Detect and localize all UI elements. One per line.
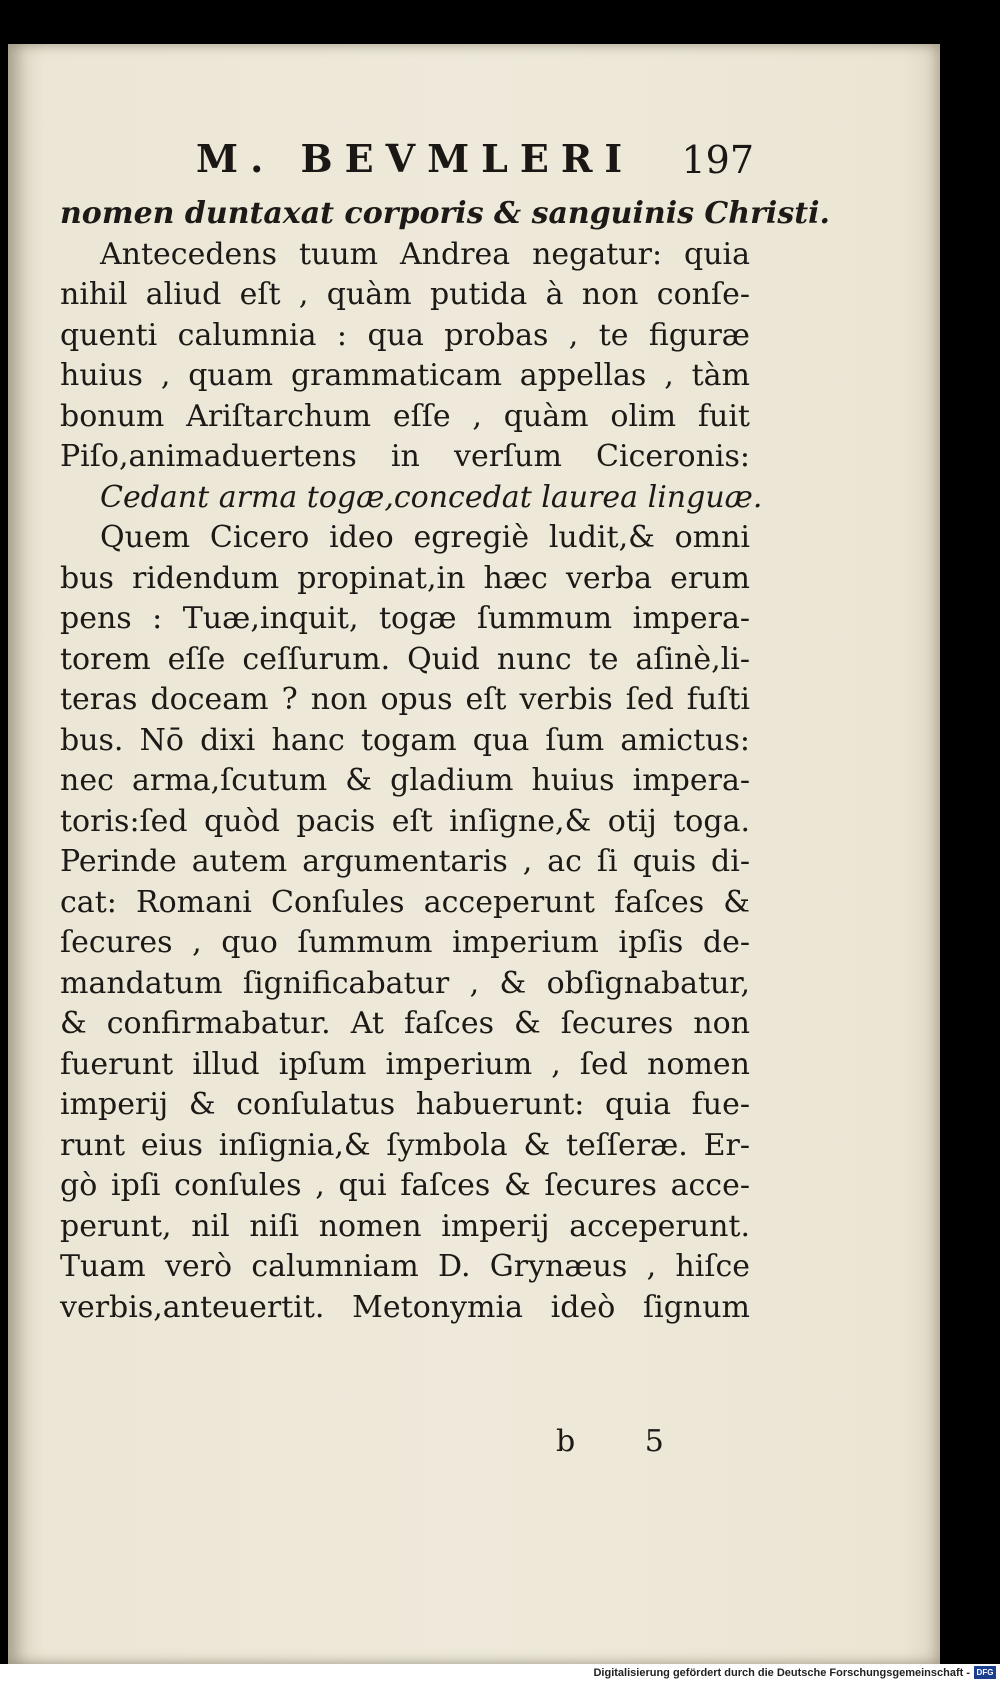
text-line: mandatum ſignificabatur , & obſignabatur, — [60, 965, 750, 1001]
text-line: huius , quam grammaticam appellas , tàm — [60, 358, 750, 393]
dfg-logo-icon: DFG — [974, 1666, 996, 1679]
text-line: Quem Cicero ideo egregiè ludit,& omni — [100, 520, 750, 555]
text-line: Antecedens tuum Andrea negatur: quia — [100, 236, 750, 272]
text-line: nihil aliud eſt , quàm putida à non conſe- — [60, 277, 750, 312]
body-text — [60, 194, 830, 1328]
text-line: bonum Ariſtarchum eſſe , quàm olim fuit — [60, 398, 750, 434]
text-line: fuerunt illud ipſum imperium , ſed nomen — [60, 1046, 750, 1082]
text-line: cat: Romani Conſules acceperunt faſces & — [60, 884, 750, 920]
text-line: ſecures , quo ſummum imperium ipſis de- — [60, 925, 750, 960]
text-line: bus ridendum propinat,in hæc verba erum — [60, 560, 750, 596]
text-line: runt eius inſignia,& ſymbola & teſſeræ. Er- — [60, 1127, 750, 1163]
text-line: toris:ſed quòd pacis eſt inſigne,& otij toga. — [60, 803, 750, 839]
funding-credit: Digitalisierung gefördert durch die Deutsche Forschungsgemeinschaft - — [593, 1667, 970, 1679]
text-line: quenti calumnia : qua probas , te figuræ — [60, 317, 750, 353]
text-line: bus. Nō dixi hanc togam qua ſum amictus: — [60, 722, 750, 758]
running-head: M. BEVMLERI — [196, 136, 635, 181]
text-line: perunt, nil niſi nomen imperij acceperunt. — [60, 1208, 750, 1244]
text-line: verbis,anteuertit. Metonymia ideò ſignum — [60, 1289, 750, 1325]
text-line: imperij & conſulatus habuerunt: quia fue- — [60, 1087, 750, 1122]
text-line: Piſo,animaduertens in verſum Ciceronis: — [60, 439, 750, 474]
digitization-footer — [0, 1664, 1000, 1681]
text-line: torem eſſe ceſſurum. Quid nunc te aſinè,li- — [60, 641, 750, 677]
signature-mark: b 5 — [556, 1424, 694, 1459]
text-line: teras doceam ? non opus eſt verbis ſed fuſti — [60, 682, 750, 717]
text-line: nec arma,ſcutum & gladium huius impera- — [60, 763, 750, 798]
text-line: pens : Tuæ,inquit, togæ ſummum impera- — [60, 601, 750, 636]
text-line: nomen duntaxat corporis & sanguinis Christi. — [60, 196, 830, 231]
text-line: Perinde autem argumentaris , ac ſi quis di- — [60, 844, 750, 879]
page-number: 197 — [681, 138, 754, 182]
text-line: & confirmabatur. At faſces & ſecures non — [60, 1006, 750, 1041]
book-page — [8, 44, 940, 1664]
text-line: Tuam verò calumniam D. Grynæus , hiſce — [60, 1249, 750, 1284]
text-line: gò ipſi conſules , qui faſces & ſecures acce- — [60, 1168, 750, 1203]
verse-quotation: Cedant arma togæ,concedat laurea linguæ. — [100, 479, 763, 515]
